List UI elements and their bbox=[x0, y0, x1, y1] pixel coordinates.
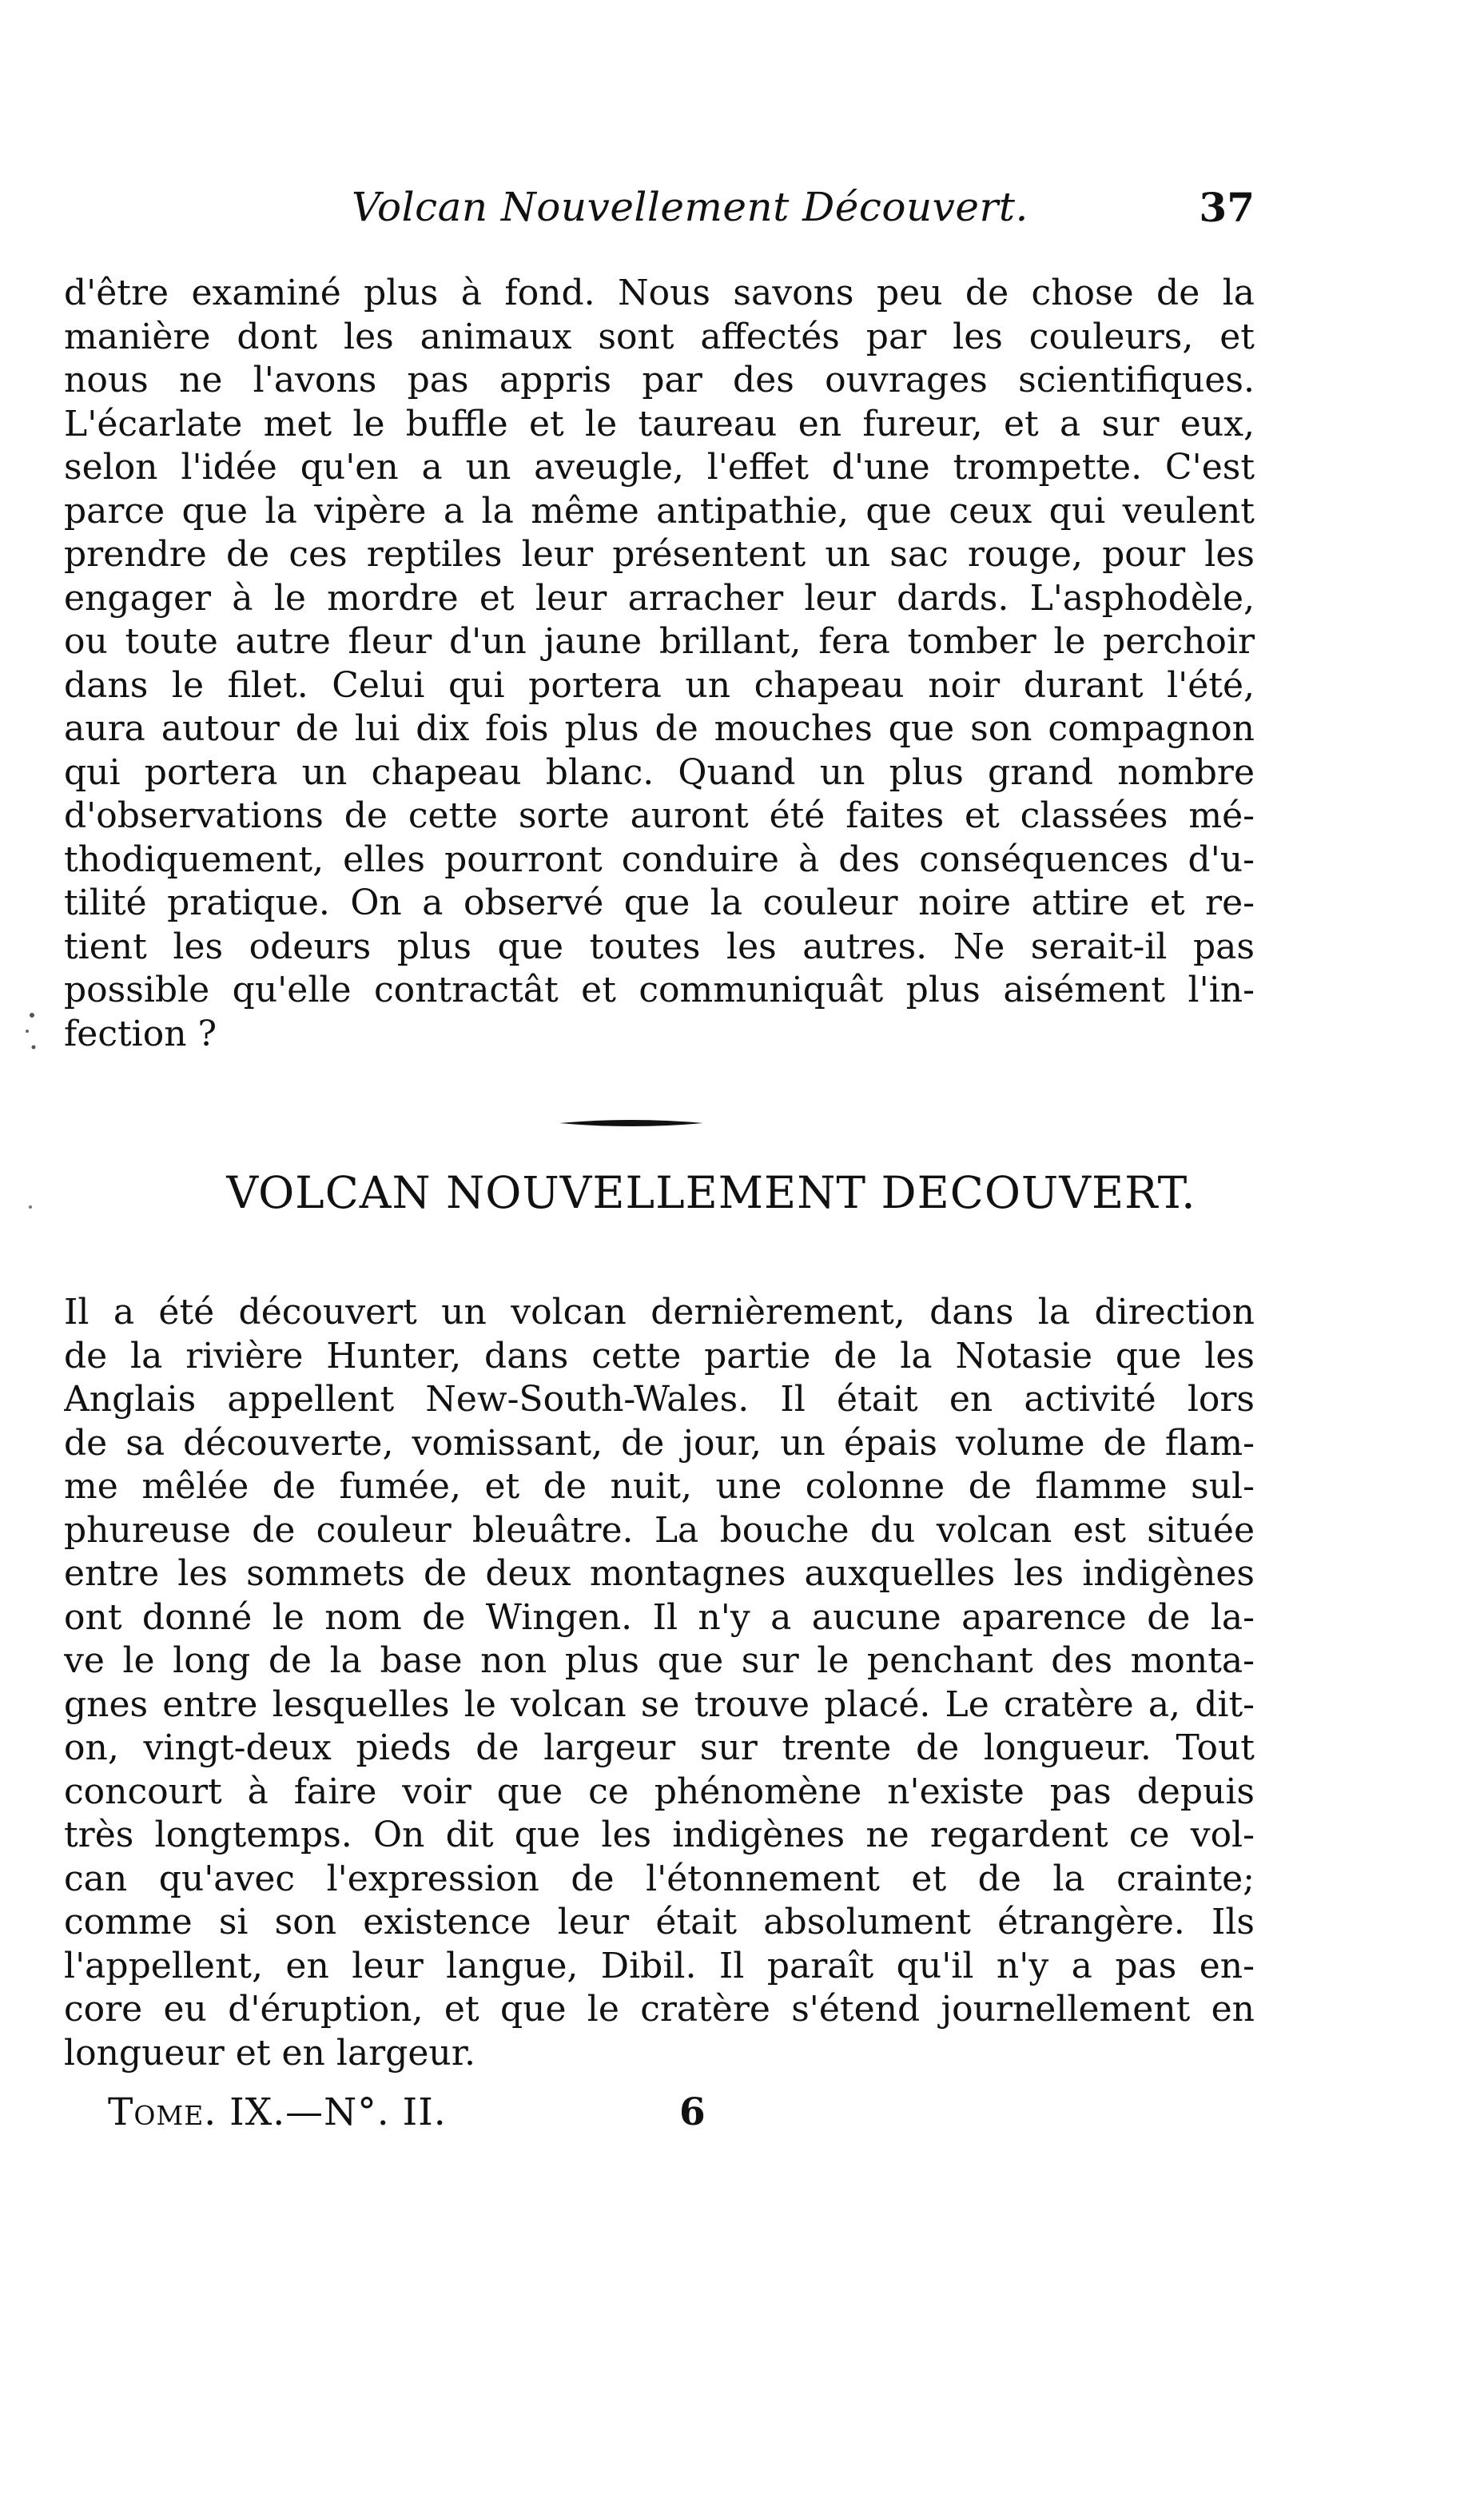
text-line: Anglais appellent New-South-Wales. Il était en activité lors bbox=[64, 1379, 1255, 1420]
text-line: aura autour de lui dix fois plus de mouches que son compagnon bbox=[64, 708, 1255, 749]
text-line: d'observations de cette sorte auront été faites et classées mé- bbox=[64, 795, 1255, 836]
text-line: selon l'idée qu'en a un aveugle, l'effet d'une trompette. C'est bbox=[64, 447, 1255, 488]
section-heading: VOLCAN NOUVELLEMENT DECOUVERT. bbox=[226, 1167, 1196, 1218]
text-line: ve le long de la base non plus que sur le penchant des monta- bbox=[64, 1640, 1255, 1681]
signature-mark: 6 bbox=[679, 2090, 706, 2134]
signature-line bbox=[108, 2090, 747, 2134]
text-line: L'écarlate met le buffle et le taureau en fureur, et a sur eux, bbox=[64, 403, 1255, 444]
text-line: concourt à faire voir que ce phénomène n'existe pas depuis bbox=[64, 1771, 1255, 1812]
section-divider-ornament bbox=[559, 1115, 703, 1131]
text-line: parce que la vipère a la même antipathie, que ceux qui veulent bbox=[64, 490, 1255, 532]
paragraph-volcano bbox=[64, 1291, 1255, 2075]
text-line: d'être examiné plus à fond. Nous savons peu de chose de la bbox=[64, 273, 1255, 313]
text-line: tient les odeurs plus que toutes les autres. Ne serait-il pas bbox=[64, 926, 1255, 967]
text-line: ou toute autre fleur d'un jaune brillant, fera tomber le perchoir bbox=[64, 621, 1255, 662]
text-line: prendre de ces reptiles leur présentent un sac rouge, pour les bbox=[64, 534, 1255, 575]
text-line: ont donné le nom de Wingen. Il n'y a aucune aparence de la- bbox=[64, 1596, 1255, 1638]
text-line: manière dont les animaux sont affectés par les couleurs, et bbox=[64, 316, 1255, 357]
text-line: longueur et en largeur. bbox=[64, 2032, 475, 2074]
text-line: engager à le mordre et leur arracher leur dards. L'asphodèle, bbox=[64, 577, 1255, 619]
text-line: entre les sommets de deux montagnes auxquelles les indigènes bbox=[64, 1553, 1255, 1594]
text-line: dans le filet. Celui qui portera un chapeau noir durant l'été, bbox=[64, 664, 1255, 706]
text-line: comme si son existence leur était absolument étrangère. Ils bbox=[64, 1902, 1255, 1942]
text-line: fection ? bbox=[64, 1013, 217, 1054]
running-title: Volcan Nouvellement Découvert. bbox=[352, 184, 1028, 230]
text-line: tilité pratique. On a observé que la couleur noire attire et re- bbox=[64, 882, 1255, 923]
margin-specks bbox=[16, 999, 48, 1239]
text-line: Il a été découvert un volcan dernièrement, dans la direction bbox=[64, 1292, 1255, 1333]
text-line: nous ne l'avons pas appris par des ouvrages scientifiques. bbox=[64, 360, 1255, 400]
text-line: de sa découverte, vomissant, de jour, un épais volume de flam- bbox=[64, 1422, 1255, 1464]
text-line: possible qu'elle contractât et communiquât plus aisément l'in- bbox=[64, 970, 1255, 1010]
text-line: gnes entre lesquelles le volcan se trouve placé. Le cratère a, dit- bbox=[64, 1683, 1255, 1725]
text-line: l'appellent, en leur langue, Dibil. Il paraît qu'il n'y a pas en- bbox=[64, 1945, 1255, 1986]
volume-signature: Tome. IX.—N°. II. bbox=[108, 2090, 447, 2134]
text-line: thodiquement, elles pourront conduire à des conséquences d'u- bbox=[64, 839, 1255, 880]
text-line: core eu d'éruption, et que le cratère s'étend journellement en bbox=[64, 1989, 1255, 2030]
text-line: de la rivière Hunter, dans cette partie de la Notasie que les bbox=[64, 1335, 1255, 1376]
page-number: 37 bbox=[1199, 184, 1255, 231]
running-head bbox=[352, 184, 1255, 248]
text-line: me mêlée de fumée, et de nuit, une colonne de flamme sul- bbox=[64, 1466, 1255, 1507]
text-line: qui portera un chapeau blanc. Quand un plus grand nombre bbox=[64, 751, 1255, 793]
text-line: très longtemps. On dit que les indigènes ne regardent ce vol- bbox=[64, 1815, 1255, 1855]
text-line: on, vingt-deux pieds de largeur sur trente de longueur. Tout bbox=[64, 1727, 1255, 1768]
paragraph-colors-and-animals bbox=[64, 272, 1255, 1056]
text-line: phureuse de couleur bleuâtre. La bouche du volcan est située bbox=[64, 1509, 1255, 1551]
text-line: can qu'avec l'expression de l'étonnement et de la crainte; bbox=[64, 1858, 1255, 1899]
